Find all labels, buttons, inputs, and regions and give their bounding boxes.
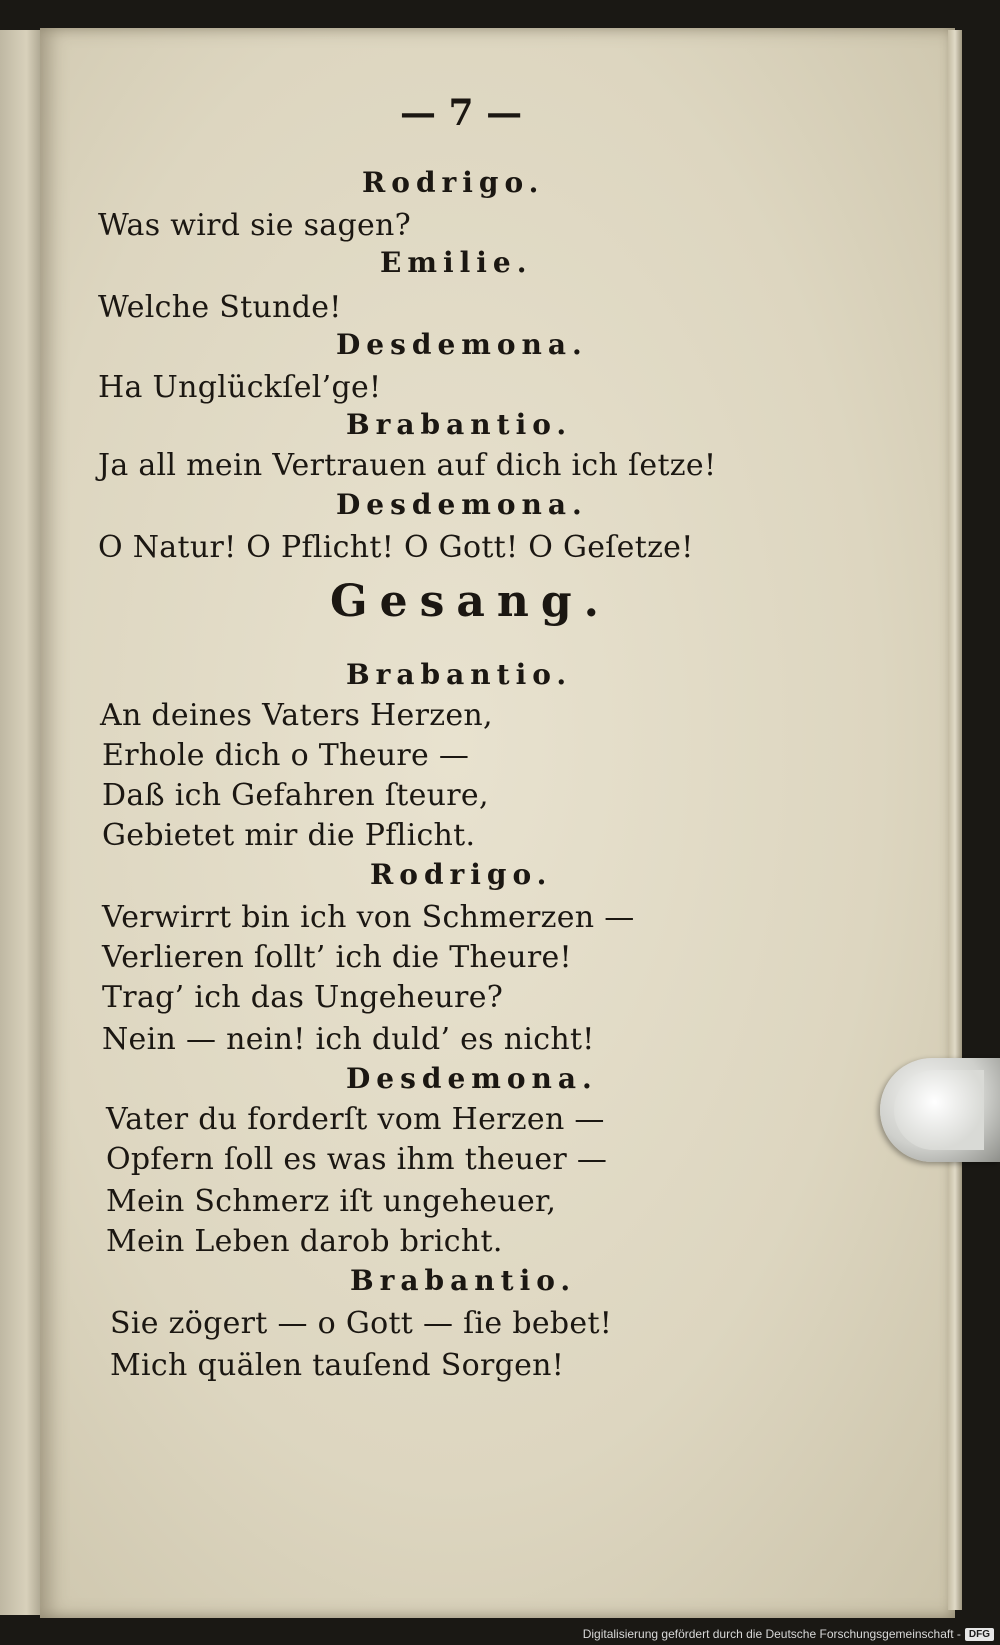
credit-text: Digitalisierung gefördert durch die Deutsche Forschungsgemeinschaft -: [582, 1627, 961, 1641]
verse-line: Ha Unglückſel’ge!: [98, 370, 382, 405]
verse-line: Nein — nein! ich duld’ es nicht!: [102, 1022, 595, 1057]
dfg-logo: DFG: [965, 1628, 994, 1641]
speaker-name: Brabantio.: [346, 408, 573, 441]
section-heading: Gesang.: [330, 576, 611, 627]
verse-line: Welche Stunde!: [98, 290, 342, 325]
verse-line: Daß ich Gefahren ſteure,: [102, 778, 489, 813]
page-clip-image: [880, 1058, 1000, 1162]
page-edge: [948, 30, 962, 1610]
verse-line: Was wird sie sagen?: [98, 208, 412, 243]
verse-line: Mein Leben darob bricht.: [106, 1224, 503, 1259]
speaker-name: Brabantio.: [346, 658, 573, 691]
page-clip-highlight: [894, 1070, 984, 1150]
speaker-name: Emilie.: [380, 246, 533, 279]
verse-line: Trag’ ich das Ungeheure?: [102, 980, 504, 1015]
verse-line: An deines Vaters Herzen,: [100, 698, 493, 733]
verse-line: O Natur! O Pflicht! O Gott! O Geſetze!: [98, 530, 694, 565]
verse-line: Mein Schmerz iſt ungeheuer,: [106, 1184, 557, 1219]
speaker-name: Desdemona.: [336, 488, 588, 521]
digitization-credit: [583, 1627, 994, 1641]
speaker-name: Rodrigo.: [362, 166, 545, 199]
book-page: [40, 28, 955, 1618]
verse-line: Ja all mein Vertrauen auf dich ich ſetze!: [98, 448, 717, 483]
verse-line: Erhole dich o Theure —: [102, 738, 470, 773]
verse-line: Opfern ſoll es was ihm theuer —: [106, 1142, 608, 1177]
speaker-name: Desdemona.: [336, 328, 588, 361]
verse-line: Vater du forderſt vom Herzen —: [106, 1102, 605, 1137]
verse-line: Sie zögert — o Gott — ſie bebet!: [110, 1306, 613, 1341]
speaker-name: Desdemona.: [346, 1062, 598, 1095]
speaker-name: Rodrigo.: [370, 858, 553, 891]
verse-line: Mich quälen tauſend Sorgen!: [110, 1348, 565, 1383]
verse-line: Verlieren ſollt’ ich die Theure!: [102, 940, 572, 975]
verse-line: Verwirrt bin ich von Schmerzen —: [102, 900, 635, 935]
speaker-name: Brabantio.: [350, 1264, 577, 1297]
verse-line: Gebietet mir die Pflicht.: [102, 818, 476, 853]
page-number: — 7 —: [400, 92, 523, 134]
